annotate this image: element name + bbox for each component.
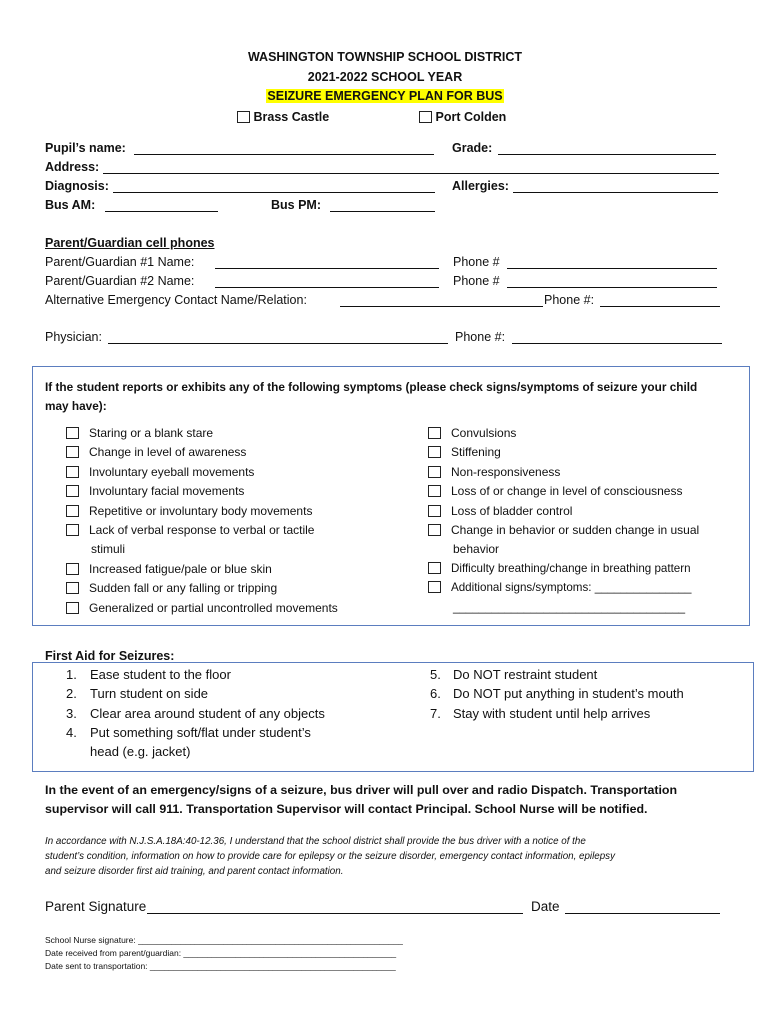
step-text: Do NOT restraint student xyxy=(453,667,598,682)
checkbox[interactable] xyxy=(66,466,79,478)
step-text: Put something soft/flat under student’s xyxy=(90,725,311,740)
checkbox[interactable] xyxy=(66,563,79,575)
step-number: 6. xyxy=(430,686,441,701)
symptom-item[interactable] xyxy=(66,465,254,479)
checkbox[interactable] xyxy=(428,562,441,574)
checkbox[interactable] xyxy=(428,485,441,497)
checkbox[interactable] xyxy=(66,602,79,614)
notice-line: In accordance with N.J.S.A.18A:40-12.36, I understand that the school district shall provide the bus driver with a notice of the xyxy=(45,836,586,847)
symptom-continuation: stimuli xyxy=(91,542,126,556)
checkbox[interactable] xyxy=(428,446,441,458)
checkbox[interactable] xyxy=(66,485,79,497)
checkbox[interactable] xyxy=(66,427,79,439)
step-number: 7. xyxy=(430,706,441,721)
allergies-label: Allergies: xyxy=(452,179,509,193)
school-option-brass-castle[interactable] xyxy=(237,110,329,124)
step-text: Stay with student until help arrives xyxy=(453,706,651,721)
symptom-item[interactable] xyxy=(428,562,691,575)
first-aid-step xyxy=(430,667,597,682)
symptom-label: Change in behavior or sudden change in usual xyxy=(451,523,700,537)
physician-field[interactable] xyxy=(108,343,448,344)
symptom-label: Involuntary eyeball movements xyxy=(89,465,255,479)
symptom-item[interactable] xyxy=(66,562,272,576)
symptom-item[interactable] xyxy=(66,426,213,440)
parent-signature-label: Parent Signature xyxy=(45,899,147,914)
checkbox[interactable] xyxy=(66,582,79,594)
symptoms-intro xyxy=(45,378,745,416)
allergies-field[interactable] xyxy=(513,192,718,193)
symptom-label: Additional signs/symptoms: _______________ xyxy=(451,581,692,594)
alt-phone-field[interactable] xyxy=(600,306,720,307)
symptom-label: Staring or a blank stare xyxy=(89,426,214,440)
notice-line: and seizure disorder first aid training, and parent contact information. xyxy=(45,866,344,877)
checkbox[interactable] xyxy=(66,524,79,536)
address-label: Address: xyxy=(45,160,100,174)
symptom-item[interactable] xyxy=(428,484,682,498)
symptom-item[interactable] xyxy=(428,445,501,459)
contacts-heading: Parent/Guardian cell phones xyxy=(45,236,215,250)
symptom-item[interactable] xyxy=(66,601,338,615)
first-aid-step xyxy=(430,686,684,701)
guardian1-phone-label: Phone # xyxy=(453,255,500,269)
checkbox[interactable] xyxy=(428,524,441,536)
guardian2-phone-field[interactable] xyxy=(507,287,717,288)
step-text: Clear area around student of any objects xyxy=(90,706,325,721)
symptom-label: Difficulty breathing/change in breathing pattern xyxy=(451,562,691,575)
symptom-item[interactable] xyxy=(66,523,314,537)
alt-contact-label: Alternative Emergency Contact Name/Relation: xyxy=(45,293,307,307)
first-aid-step xyxy=(66,706,325,721)
alt-phone-label: Phone #: xyxy=(544,293,595,307)
first-aid-heading: First Aid for Seizures: xyxy=(45,649,175,663)
nurse-signature-line[interactable]: School Nurse signature: ________________________________________________________ xyxy=(45,935,403,945)
diagnosis-field[interactable] xyxy=(113,192,435,193)
guardian1-label: Parent/Guardian #1 Name: xyxy=(45,255,195,269)
symptom-label: Lack of verbal response to verbal or tactile xyxy=(89,523,315,537)
emergency-line: supervisor will call 911. Transportation Supervisor will contact Principal. School Nurse will be notified. xyxy=(45,802,648,816)
checkbox[interactable] xyxy=(428,466,441,478)
symptom-label: Increased fatigue/pale or blue skin xyxy=(89,562,272,576)
symptom-item[interactable] xyxy=(428,523,699,537)
district-title: WASHINGTON TOWNSHIP SCHOOL DISTRICT xyxy=(247,50,523,64)
guardian2-field[interactable] xyxy=(215,287,439,288)
bus-pm-label: Bus PM: xyxy=(271,198,321,212)
emergency-statement xyxy=(45,781,677,819)
step-number: 4. xyxy=(66,725,77,740)
checkbox[interactable] xyxy=(428,505,441,517)
symptom-label: Loss of bladder control xyxy=(451,504,573,518)
step-text: Do NOT put anything in student’s mouth xyxy=(453,686,684,701)
symptom-label: Generalized or partial uncontrolled movements xyxy=(89,601,338,615)
symptom-item[interactable] xyxy=(428,426,516,440)
school-option-label: Port Colden xyxy=(435,110,507,124)
symptom-label: Sudden fall or any falling or tripping xyxy=(89,581,278,595)
physician-label: Physician: xyxy=(45,330,102,344)
grade-label: Grade: xyxy=(452,141,493,155)
symptom-item[interactable] xyxy=(66,504,312,518)
guardian2-phone-label: Phone # xyxy=(453,274,500,288)
checkbox[interactable] xyxy=(428,581,441,593)
guardian2-label: Parent/Guardian #2 Name: xyxy=(45,274,195,288)
physician-phone-label: Phone #: xyxy=(455,330,506,344)
pupil-name-field[interactable] xyxy=(134,154,434,155)
symptom-label: Non-responsiveness xyxy=(451,465,561,479)
guardian1-field[interactable] xyxy=(215,268,439,269)
bus-pm-field[interactable] xyxy=(330,211,435,212)
symptom-continuation: behavior xyxy=(453,542,500,556)
first-aid-step xyxy=(66,686,208,701)
checkbox[interactable] xyxy=(66,505,79,517)
checkbox[interactable] xyxy=(237,111,250,123)
step-text: Turn student on side xyxy=(90,686,209,701)
address-field[interactable] xyxy=(103,173,719,174)
checkbox[interactable] xyxy=(66,446,79,458)
additional-symptoms-field[interactable]: ____________________________________ xyxy=(453,601,686,614)
symptom-item[interactable] xyxy=(428,504,572,518)
plan-title: SEIZURE EMERGENCY PLAN FOR BUS xyxy=(267,89,503,103)
grade-field[interactable] xyxy=(498,154,716,155)
guardian1-phone-field[interactable] xyxy=(507,268,717,269)
symptom-item[interactable] xyxy=(66,484,244,498)
symptoms-intro-line: If the student reports or exhibits any of the following symptoms (please check signs/symptoms of seizure your child xyxy=(45,380,698,394)
symptom-label: Loss of or change in level of consciousness xyxy=(451,484,683,498)
plan-title-wrap xyxy=(0,89,770,103)
step-number: 5. xyxy=(430,667,441,682)
school-option-port-colden[interactable] xyxy=(419,110,506,124)
symptom-item[interactable] xyxy=(66,581,277,595)
step-text: Ease student to the floor xyxy=(90,667,231,682)
bus-am-label: Bus AM: xyxy=(45,198,96,212)
school-year: 2021-2022 SCHOOL YEAR xyxy=(307,70,463,84)
symptom-item[interactable] xyxy=(66,445,246,459)
date-received-line[interactable]: Date received from parent/guardian: _____________________________________________ xyxy=(45,948,397,958)
pupil-name-label: Pupil’s name: xyxy=(45,141,126,155)
symptoms-intro-line: may have): xyxy=(45,399,107,413)
symptom-label: Stiffening xyxy=(451,445,501,459)
physician-phone-field[interactable] xyxy=(512,343,722,344)
checkbox[interactable] xyxy=(419,111,432,123)
symptom-label: Change in level of awareness xyxy=(89,445,247,459)
step-number: 3. xyxy=(66,706,77,721)
symptom-item[interactable] xyxy=(428,465,560,479)
bus-am-field[interactable] xyxy=(105,211,218,212)
diagnosis-label: Diagnosis: xyxy=(45,179,109,193)
step-number: 2. xyxy=(66,686,77,701)
step-number: 1. xyxy=(66,667,77,682)
emergency-line: In the event of an emergency/signs of a seizure, bus driver will pull over and radio Dispatch. Transportation xyxy=(45,783,678,797)
first-aid-step xyxy=(430,706,650,721)
first-aid-step xyxy=(66,725,311,740)
symptom-item-additional[interactable] xyxy=(428,581,691,594)
alt-contact-field[interactable] xyxy=(340,306,543,307)
signature-date-label: Date xyxy=(531,899,560,914)
symptom-label: Convulsions xyxy=(451,426,517,440)
symptom-label: Repetitive or involuntary body movements xyxy=(89,504,313,518)
symptom-label: Involuntary facial movements xyxy=(89,484,245,498)
school-option-label: Brass Castle xyxy=(253,110,330,124)
signature-date-field[interactable] xyxy=(565,913,720,914)
first-aid-step-continuation: head (e.g. jacket) xyxy=(90,744,191,759)
legal-notice xyxy=(45,834,615,879)
parent-signature-field[interactable] xyxy=(147,913,523,914)
notice-line: student’s condition, information on how to provide care for epilepsy or the seizure disorder, emergency contact information, epilepsy xyxy=(45,851,615,862)
checkbox[interactable] xyxy=(428,427,441,439)
first-aid-step xyxy=(66,667,231,682)
date-sent-line[interactable]: Date sent to transportation: ____________________________________________________ xyxy=(45,961,396,971)
